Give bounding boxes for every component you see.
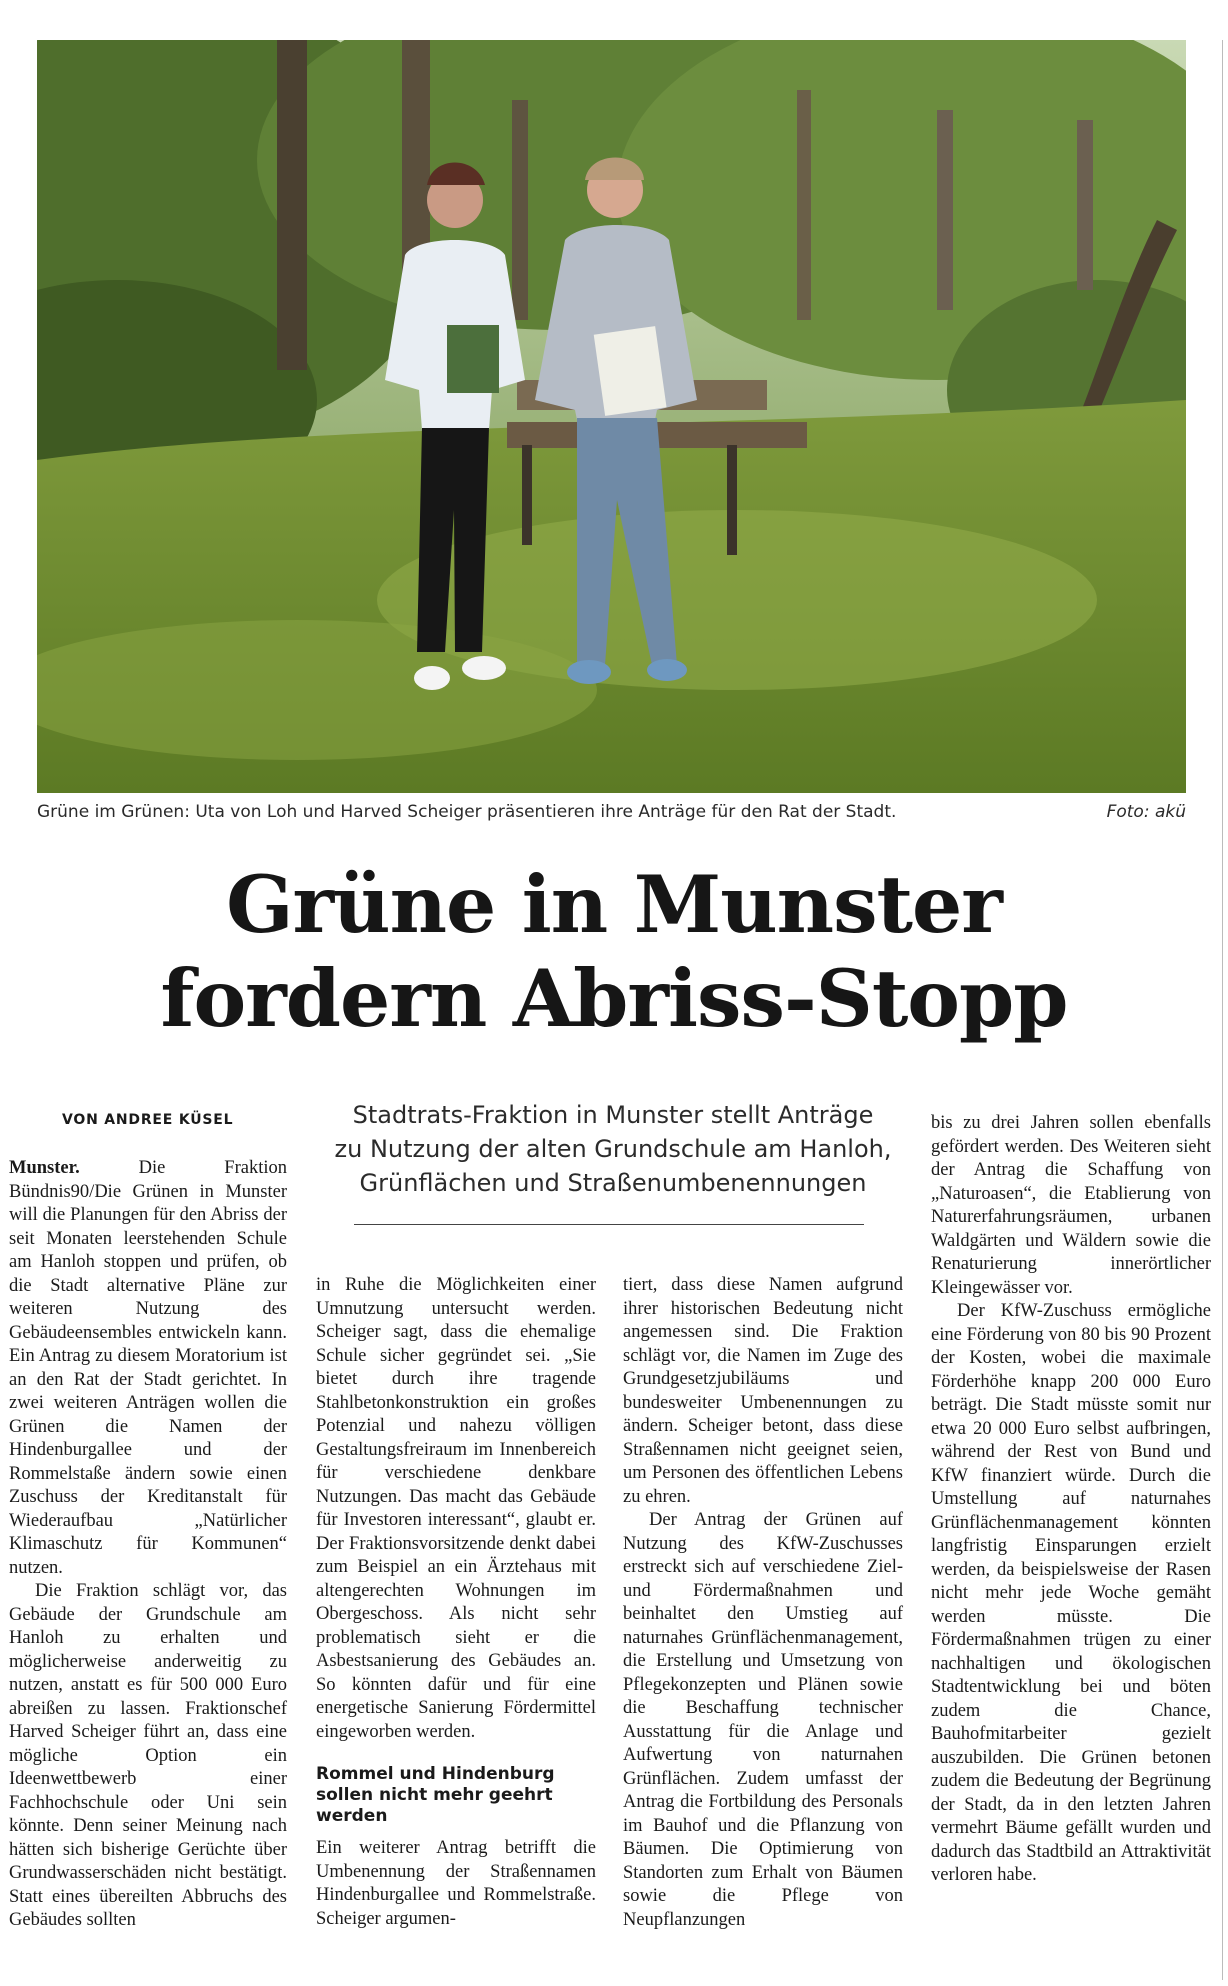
- page-edge-line: [1222, 40, 1223, 1980]
- paragraph: in Ruhe die Möglichkeiten einer Umnutzung untersucht werden. Scheiger sagt, dass die ehemalige Schule sicher gegründet sei. „Sie bietet durch ihre tragende Stahlbetonkonstruktion ein großes Potenzial und nahezu völligen Gestaltungsfreiraum im Innenbereich für verschiedene denkbare Nutzungen. Das macht das Gebäude für Investoren interessant“, glaubt er. Der Fraktionsvorsitzende denkt dabei zum Beispiel an ein Ärztehaus mit altengerechten Wohnungen im Obergeschoss. Als nicht sehr problematisch sieht er die Asbestsanierung des Gebäudes an. So könnten dafür und für eine energetische Sanierung Fördermittel eingeworben werden.: [316, 1275, 596, 1742]
- article-column-2: [316, 1274, 596, 1931]
- dateline: Munster.: [9, 1158, 80, 1178]
- paragraph: bis zu drei Jahren sollen ebenfalls gefördert werden. Des Weiteren sieht der Antrag die Schaffung von „Naturoasen“, die Etablierung von Naturerfahrungsräumen, urbanen Waldgärten und Wäldern sowie die Renaturierung innerörtlicher Kleingewässer vor.: [931, 1113, 1211, 1298]
- subhead-line-2: zu Nutzung der alten Grundschule am Hanloh,: [334, 1135, 892, 1163]
- paragraph: Der KfW-Zuschuss ermögliche eine Förderung von 80 bis 90 Prozent der Kosten, wobei die maximale Förderhöhe knapp 200 000 Euro beträgt. Die Stadt müsste somit nur etwa 20 000 Euro selbst aufbringen, während der Rest von Bund und KfW finanziert würde. Durch die Umstellung auf naturnahes Grünflächenmanagement könnten langfristig Einsparungen erzielt werden, da beispielsweise der Rasen nicht mehr jede Woche gemäht werden müsste. Die Fördermaßnahmen trügen zu einer nachhaltigen und ökologischen Stadtentwicklung bei und böten zudem die Chance, Bauhofmitarbeiter gezielt auszubilden. Die Grünen betonen zudem die Bedeutung der Begrünung der Stadt, da in den letzten Jahren vermehrt Bäume gefällt wurden und dadurch das Stadtbild an Attraktivität verloren habe.: [931, 1301, 1211, 1885]
- paragraph: Der Antrag der Grünen auf Nutzung des KfW-Zuschusses erstreckt sich auf verschiedene Ziel- und Fördermaßnahmen und beinhaltet den Umstieg auf naturnahes Grünflächenmanagement, die Erstellung und Umsetzung von Pflegekonzepten und Plänen sowie die Beschaffung technischer Ausstattung für die Anlage und Aufwertung von naturnahen Grünflächen. Zudem umfasst der Antrag die Fortbildung des Personals im Bauhof und die Pflanzung von Bäumen. Die Optimierung von Standorten zum Erhalt von Bäumen sowie die Pflege von Neupflanzungen: [623, 1510, 903, 1930]
- caption-text: Grüne im Grünen: Uta von Loh und Harved Scheiger präsentieren ihre Anträge für den Rat der Stadt.: [37, 802, 897, 822]
- paragraph: tiert, dass diese Namen aufgrund ihrer historischen Bedeutung nicht angemessen sind. Die Fraktion schlägt vor, die Namen im Zuge des Grundgesetzjubiläums und bundesweiter Umbenennungen zu ändern. Scheiger betont, dass diese Straßennamen nicht geeignet seien, um Personen des öffentlichen Lebens zu ehren.: [623, 1275, 903, 1507]
- paragraph-text: Die Fraktion Bündnis90/Die Grünen in Munster will die Planungen für den Abriss der seit Monaten leerstehenden Schule am Hanloh stoppen und prüfen, ob die Stadt alternative Pläne zur weiteren Nutzung des Gebäudeensembles entwickeln kann. Ein Antrag zu diesem Moratorium ist an den Rat der Stadt gerichtet. In zwei weiteren Anträgen wollen die Grünen die Namen der Hindenburgallee und der Rommelstaße ändern sowie einen Zuschuss der Kreditanstalt für Wiederaufbau „Natürlicher Klimaschutz für Kommunen“ nutzen.: [9, 1158, 287, 1578]
- article-photo: [37, 40, 1186, 793]
- subhead-line-1: Stadtrats-Fraktion in Munster stellt Anträge: [352, 1101, 874, 1129]
- article-column-3: [623, 1274, 903, 1932]
- subhead-line-3: Grünflächen und Straßenumbenennungen: [359, 1169, 867, 1197]
- photo-icon: [37, 40, 1186, 793]
- photo-caption: [37, 802, 1186, 822]
- subhead-divider: [354, 1224, 864, 1225]
- article-column-1: [9, 1157, 287, 1933]
- author-byline: VON ANDREE KÜSEL: [62, 1112, 234, 1128]
- paragraph: [9, 1157, 287, 1580]
- paragraph: Ein weiterer Antrag betrifft die Umbenennung der Straßennamen Hindenburgallee und Rommelstraße. Scheiger argumen-: [316, 1838, 596, 1929]
- headline-line-1: Grüne in Munster: [226, 858, 1002, 951]
- photo-credit: Foto: akü: [1106, 802, 1186, 822]
- section-subheadline: Rommel und Hindenburg sollen nicht mehr geehrt werden: [316, 1764, 555, 1826]
- subheadline: [318, 1098, 908, 1200]
- headline-line-2: fordern Abriss-Stopp: [160, 952, 1068, 1045]
- headline: [0, 858, 1228, 1046]
- paragraph: Die Fraktion schlägt vor, das Gebäude der Grundschule am Hanloh zu erhalten und möglicherweise anderweitig zu nutzen, anstatt es für 500 000 Euro abreißen zu lassen. Fraktionschef Harved Scheiger führt an, dass eine mögliche Option ein Ideenwettbewerb einer Fachhochschule oder Uni sein könnte. Denn seiner Meinung nach hätten sich bisherige Gerüchte über Grundwasserschäden nicht bestätigt. Statt eines übereilten Abbruchs des Gebäudes sollten: [9, 1581, 287, 1930]
- article-column-4: [931, 1112, 1211, 1888]
